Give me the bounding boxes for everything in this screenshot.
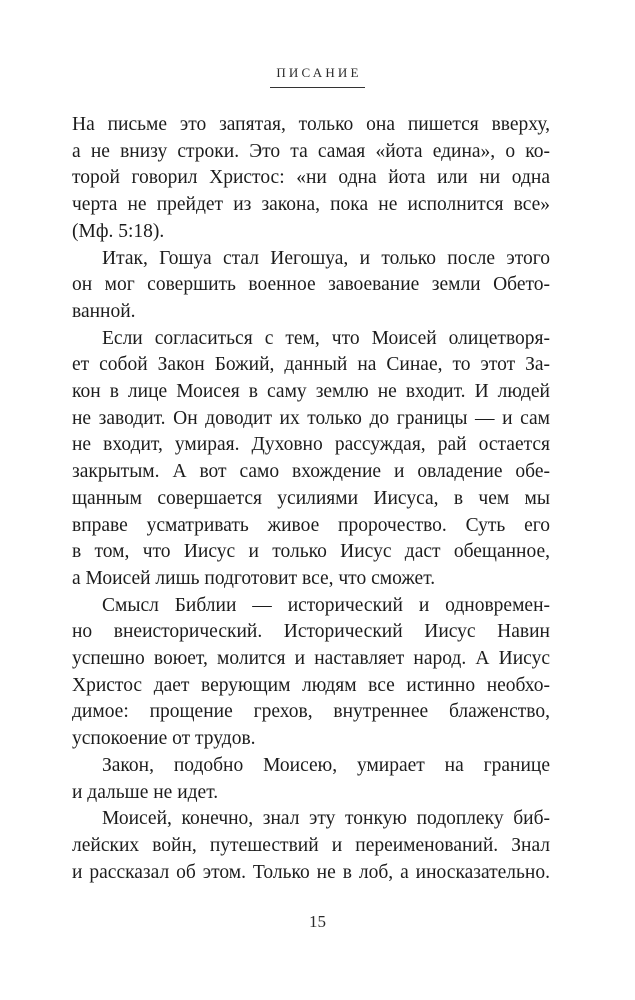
text-line: ванной.	[72, 300, 136, 322]
text-line: не заводит. Он доводит их только до границы — и сам	[72, 407, 550, 429]
paragraph	[72, 806, 550, 886]
text-line: вправе усматривать живое пророчество. Суть его	[72, 514, 550, 536]
text-line: щанным совершается усилиями Иисуса, в чем мы	[72, 487, 550, 509]
text-line: Если согласиться с тем, что Моисей олицетворя-	[102, 327, 550, 349]
text-line: Итак, Гошуа стал Иегошуа, и только после этого	[102, 247, 550, 269]
paragraph	[72, 246, 550, 326]
text-line: но внеисторический. Исторический Иисус Навин	[72, 621, 550, 643]
text-line: и рассказал об этом. Только не в лоб, а иносказательно.	[72, 861, 550, 883]
text-line: он мог совершить военное завоевание земли Обето-	[72, 274, 550, 296]
text-line: закрытым. А вот само вхождение и овладение обе-	[72, 461, 550, 483]
text-line: не входит, умирая. Духовно рассуждая, рай остается	[72, 434, 550, 456]
text-line: черта не прейдет из закона, пока не исполнится все»	[72, 194, 550, 216]
text-line: а Моисей лишь подготовит все, что сможет.	[72, 567, 436, 589]
text-line: Христос дает верующим людям все истинно необхо-	[72, 674, 550, 696]
paragraph	[72, 753, 550, 806]
text-body	[72, 112, 550, 886]
text-line: Закон, подобно Моисею, умирает на границе	[102, 754, 550, 776]
paragraph	[72, 112, 550, 246]
text-line: а не внизу строки. Это та самая «йота едина», о ко-	[72, 140, 550, 162]
text-line: кон в лице Моисея в саму землю не входит. И людей	[72, 381, 550, 403]
text-line: (Мф. 5:18).	[72, 220, 165, 242]
text-line: в том, что Иисус и только Иисус даст обещанное,	[72, 541, 550, 563]
text-line: и дальше не идет.	[72, 781, 219, 803]
text-line: димое: прощение грехов, внутреннее блаженство,	[72, 701, 550, 723]
running-head-title: ПИСАНИЕ	[270, 65, 364, 88]
running-head	[0, 64, 635, 88]
text-line: На письме это запятая, только она пишется вверху,	[72, 114, 550, 135]
text-line: успешно воюет, молится и наставляет народ. А Иисус	[72, 648, 550, 670]
paragraph	[72, 326, 550, 593]
text-line: торой говорил Христос: «ни одна йота или ни одна	[72, 167, 550, 189]
text-line: Моисей, конечно, знал эту тонкую подоплеку биб-	[102, 808, 550, 830]
text-line: успокоение от трудов.	[72, 728, 256, 750]
page-number: 15	[309, 912, 326, 931]
paragraph	[72, 593, 550, 753]
text-line: лейских войн, путешествий и переименований. Знал	[72, 834, 550, 856]
text-line: Смысл Библии — исторический и одновремен-	[102, 594, 550, 616]
text-line: ет собой Закон Божий, данный на Синае, то этот За-	[72, 354, 550, 376]
